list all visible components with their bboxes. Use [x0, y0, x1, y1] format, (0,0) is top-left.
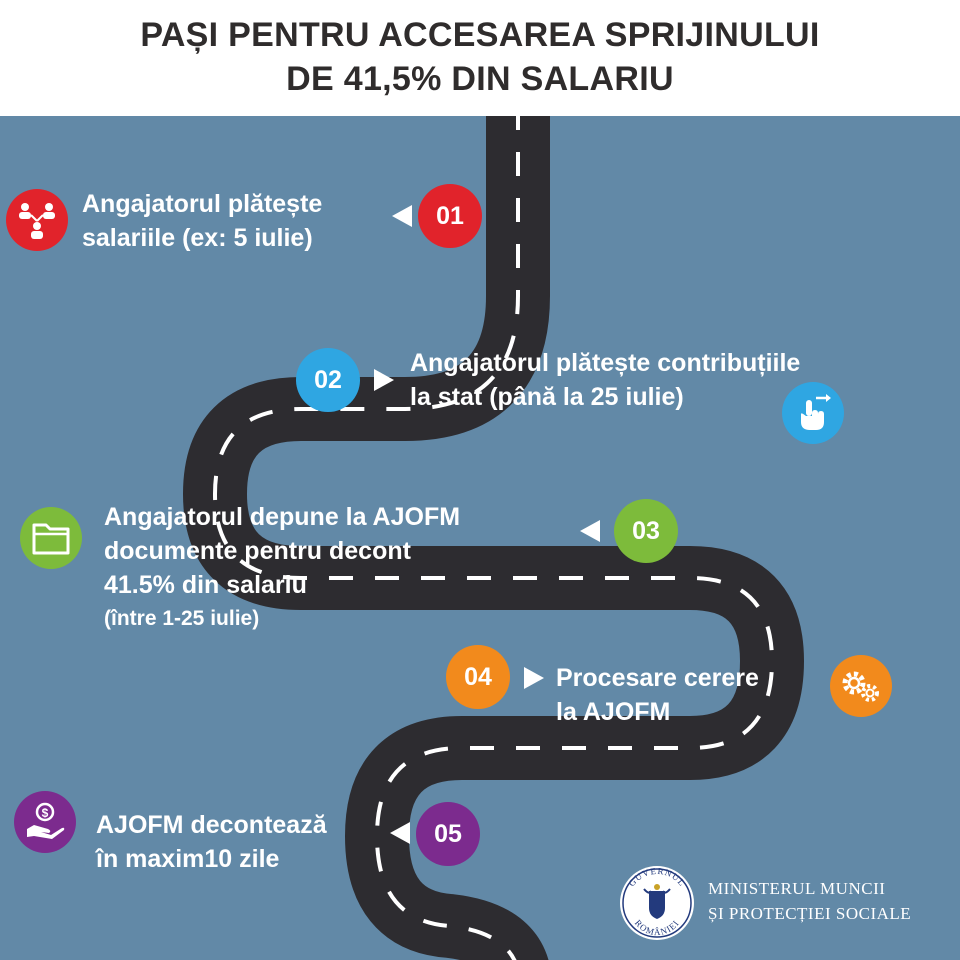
step-3-text — [104, 500, 460, 636]
step-3-arrow — [580, 520, 600, 542]
step-3-line-2: documente pentru decont — [104, 537, 411, 565]
step-4-line-2: la AJOFM — [556, 698, 671, 726]
step-5-icon — [14, 791, 76, 853]
step-5-line-1: AJOFM decontează — [96, 811, 327, 839]
step-1-icon — [6, 189, 68, 251]
header — [0, 0, 960, 116]
step-3-line-1: Angajatorul depune la AJOFM — [104, 503, 461, 531]
step-1-arrow — [392, 205, 412, 227]
government-seal-logo — [618, 864, 696, 942]
svg-text:GUVERNUL: GUVERNUL — [626, 865, 688, 889]
step-3-line-3: 41.5% din salariu — [104, 571, 307, 599]
ministry-line-2: ȘI PROTECȚIEI SOCIALE — [708, 904, 912, 923]
step-2-text — [410, 346, 800, 414]
step-3-badge: 03 — [614, 499, 678, 563]
step-4-line-1: Procesare cerere — [556, 664, 759, 692]
step-2-arrow — [374, 369, 394, 391]
ministry-line-1: MINISTERUL MUNCII — [708, 879, 886, 898]
step-2-line-2: la stat (până la 25 iulie) — [410, 383, 684, 411]
step-5-arrow — [390, 822, 410, 844]
svg-text:ROMÂNIEI: ROMÂNIEI — [632, 917, 682, 938]
hand-coin-icon — [14, 791, 76, 853]
step-1-text — [82, 187, 322, 255]
svg-text:$: $ — [41, 806, 49, 820]
step-4-text — [556, 661, 759, 729]
step-4-badge: 04 — [446, 645, 510, 709]
step-5-text — [96, 808, 327, 876]
step-4-arrow — [524, 667, 544, 689]
step-1-line-2: salariile (ex: 5 iulie) — [82, 224, 313, 252]
gears-icon — [830, 655, 892, 717]
step-3-icon — [20, 507, 82, 569]
title-line-1: PAȘI PENTRU ACCESAREA SPRIJINULUI — [140, 16, 820, 54]
people-network-icon — [6, 189, 68, 251]
step-2-line-1: Angajatorul plătește contribuțiile — [410, 349, 801, 377]
step-1-line-1: Angajatorul plătește — [82, 190, 323, 218]
folder-icon — [20, 507, 82, 569]
step-2-icon — [782, 382, 844, 444]
step-1-badge: 01 — [418, 184, 482, 248]
step-5-badge: 05 — [416, 802, 480, 866]
step-2-badge: 02 — [296, 348, 360, 412]
ministry-name — [708, 876, 911, 926]
step-3-line-4: (între 1-25 iulie) — [104, 607, 260, 630]
step-5-line-2: în maxim10 zile — [96, 845, 280, 873]
hand-tap-icon — [782, 382, 844, 444]
step-4-icon — [830, 655, 892, 717]
title-line-2: DE 41,5% DIN SALARIU — [286, 60, 674, 98]
